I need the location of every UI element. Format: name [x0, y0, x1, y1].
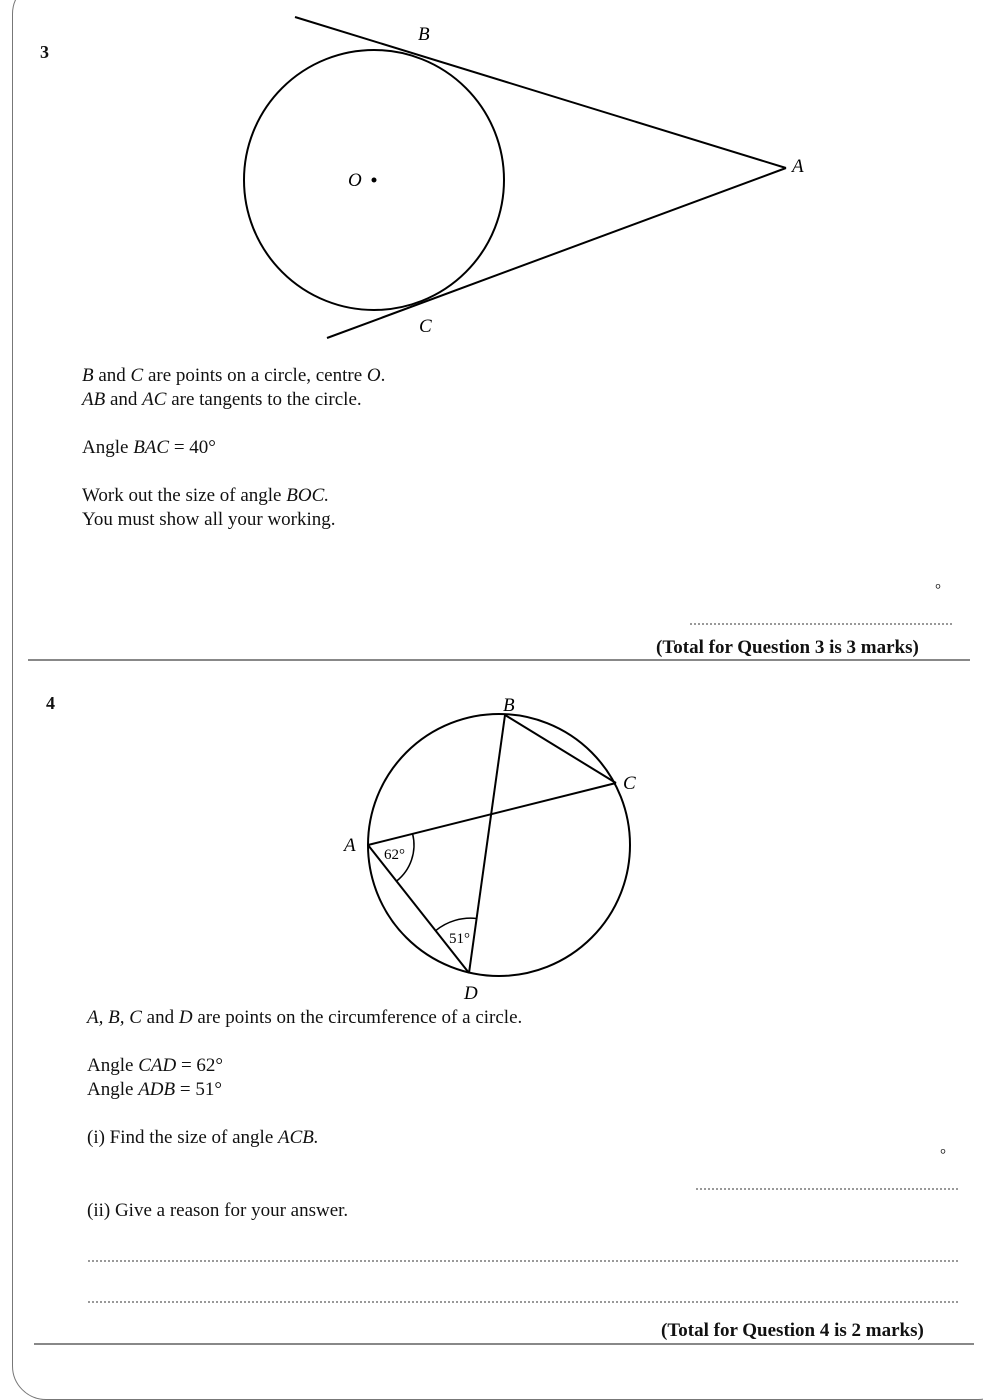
- q4-line-3: Angle ADB = 51°: [87, 1079, 222, 1100]
- question-3-number: 3: [40, 42, 49, 62]
- q4-part-i-answer-line[interactable]: [696, 1188, 958, 1190]
- q3-label-b: B: [418, 24, 430, 45]
- q3-line-3: Angle BAC = 40°: [82, 437, 216, 458]
- question-4-number: 4: [46, 693, 55, 713]
- q3-label-a: A: [792, 156, 804, 177]
- q4-label-a: A: [344, 835, 356, 856]
- q3-line-1: B and C are points on a circle, centre O.: [82, 365, 386, 386]
- question-divider-bottom: [34, 1343, 974, 1345]
- q4-angle-62: 62°: [384, 847, 405, 863]
- q4-angle-51: 51°: [449, 931, 470, 947]
- q4-reason-line-2[interactable]: [88, 1301, 958, 1303]
- q4-question-text: [87, 1006, 522, 1150]
- q3-total-marks: (Total for Question 3 is 3 marks): [656, 637, 919, 658]
- q4-label-b: B: [503, 695, 515, 716]
- q4-angle-arc-d: [436, 918, 477, 931]
- q3-line-2: AB and AC are tangents to the circle.: [82, 389, 362, 410]
- q4-chord-bd: [469, 715, 505, 973]
- q4-chord-bc: [505, 715, 616, 783]
- q4-part-i: (i) Find the size of angle ACB.: [87, 1127, 319, 1148]
- q4-total-marks: (Total for Question 4 is 2 marks): [661, 1320, 924, 1341]
- q4-reason-line-1[interactable]: [88, 1260, 958, 1262]
- q4-part-ii: (ii) Give a reason for your answer.: [87, 1200, 349, 1221]
- q4-chord-ad: [368, 845, 469, 973]
- q4-line-1: A, B, C and D are points on the circumference of a circle.: [87, 1007, 523, 1028]
- q3-line-5: You must show all your working.: [82, 509, 336, 530]
- q4-line-2: Angle CAD = 62°: [87, 1055, 224, 1076]
- q3-answer-degree-symbol: °: [935, 582, 941, 598]
- q3-label-o: O: [348, 170, 362, 191]
- q4-label-d: D: [464, 983, 478, 1004]
- q4-answer-degree-symbol: °: [940, 1147, 946, 1163]
- q4-label-c: C: [623, 773, 636, 794]
- q3-label-c: C: [419, 316, 432, 337]
- q3-line-4: Work out the size of angle BOC.: [82, 485, 329, 506]
